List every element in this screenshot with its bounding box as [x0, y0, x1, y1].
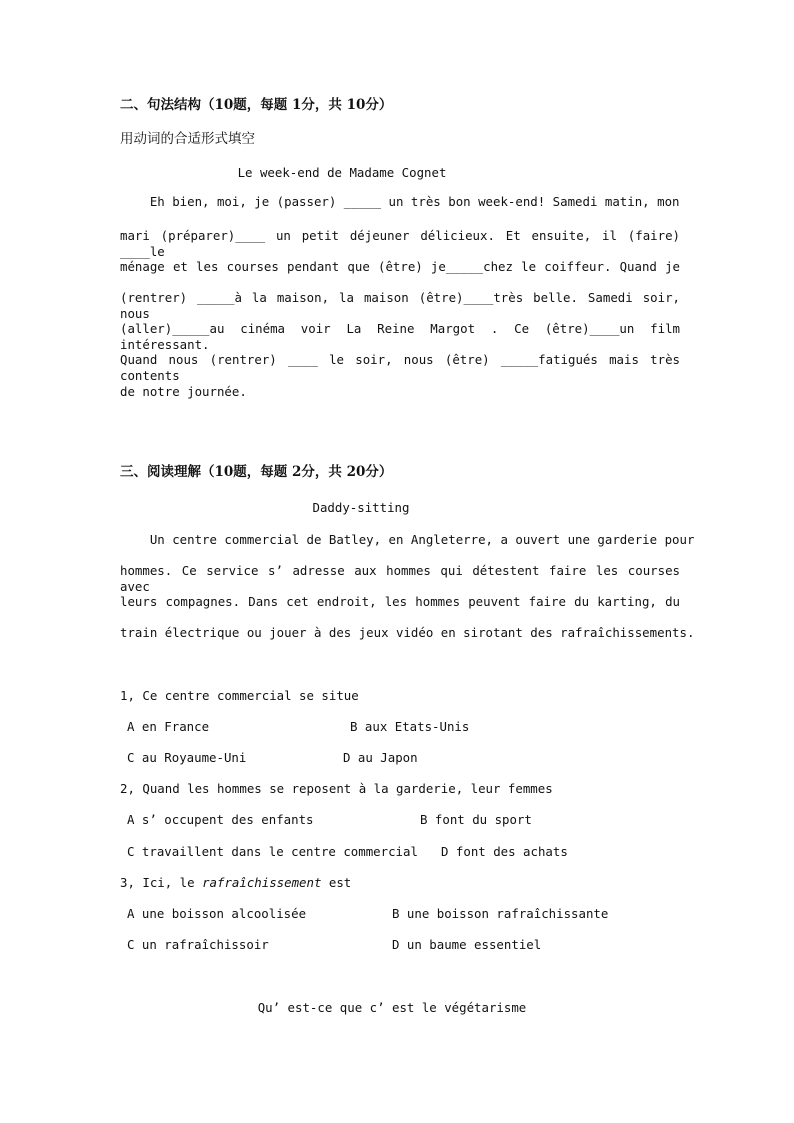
- passage-line: ménage et les courses pendant que (être) je_____chez le coiffeur. Quand je: [120, 259, 680, 274]
- question-2-option-d: D font des achats: [441, 844, 568, 859]
- question-1-option-a: A en France: [127, 719, 210, 734]
- passage-line: (aller)_____au cinéma voir La Reine Margot . Ce (être)____un film intéressant.: [120, 321, 680, 352]
- passage-line: train électrique ou jouer à des jeux vidéo en sirotant des rafraîchissements.: [120, 625, 695, 640]
- question-1-option-c: C au Royaume-Uni: [127, 750, 247, 765]
- passage-line: (rentrer) _____à la maison, la maison (être)____très belle. Samedi soir, nous: [120, 290, 680, 321]
- passage-title-daddy-sitting: Daddy-sitting: [312, 500, 410, 515]
- passage-line: mari (préparer)____ un petit déjeuner délicieux. Et ensuite, il (faire) ____le: [120, 228, 680, 259]
- passage-title-week-end: Le week-end de Madame Cognet: [237, 165, 447, 180]
- question-3-stem-term: rafraîchissement: [202, 875, 322, 890]
- passage-line: de notre journée.: [120, 384, 247, 399]
- question-3-option-a: A une boisson alcoolisée: [127, 906, 307, 921]
- section2-heading: 二、句法结构（10题，每题 1分，共 10分）: [120, 97, 393, 113]
- question-2-stem: 2, Quand les hommes se reposent à la garderie, leur femmes: [120, 781, 553, 796]
- question-2-option-c: C travaillent dans le centre commercial: [127, 844, 418, 859]
- question-2-option-b: B font du sport: [420, 812, 532, 827]
- question-3-option-c: C un rafraîchissoir: [127, 937, 269, 952]
- section3-heading: 三、阅读理解（10题，每题 2分，共 20分）: [120, 464, 393, 480]
- passage-line: Quand nous (rentrer) ____ le soir, nous (être) _____fatigués mais très contents: [120, 352, 680, 383]
- passage-title-vegetarisme: Qu’ est-ce que c’ est le végétarisme: [257, 1000, 527, 1015]
- question-2-option-a: A s’ occupent des enfants: [127, 812, 314, 827]
- passage-line: hommes. Ce service s’ adresse aux hommes qui détestent faire les courses avec: [120, 563, 680, 594]
- question-3-option-b: B une boisson rafraîchissante: [392, 906, 609, 921]
- passage-line: Un centre commercial de Batley, en Angleterre, a ouvert une garderie pour: [120, 532, 695, 547]
- question-1-stem: 1, Ce centre commercial se situe: [120, 688, 359, 703]
- question-3-stem-suffix: est: [321, 875, 352, 890]
- section2-instruction: 用动词的合适形式填空: [120, 131, 255, 147]
- question-1-option-d: D au Japon: [343, 750, 418, 765]
- question-1-option-b: B aux Etats-Unis: [350, 719, 470, 734]
- passage-line: Eh bien, moi, je (passer) _____ un très bon week-end! Samedi matin, mon: [120, 194, 680, 209]
- question-3-option-d: D un baume essentiel: [392, 937, 542, 952]
- question-3-stem-prefix: 3, Ici, le: [120, 875, 203, 890]
- passage-line: leurs compagnes. Dans cet endroit, les hommes peuvent faire du karting, du: [120, 594, 680, 609]
- question-3-stem: [120, 875, 680, 891]
